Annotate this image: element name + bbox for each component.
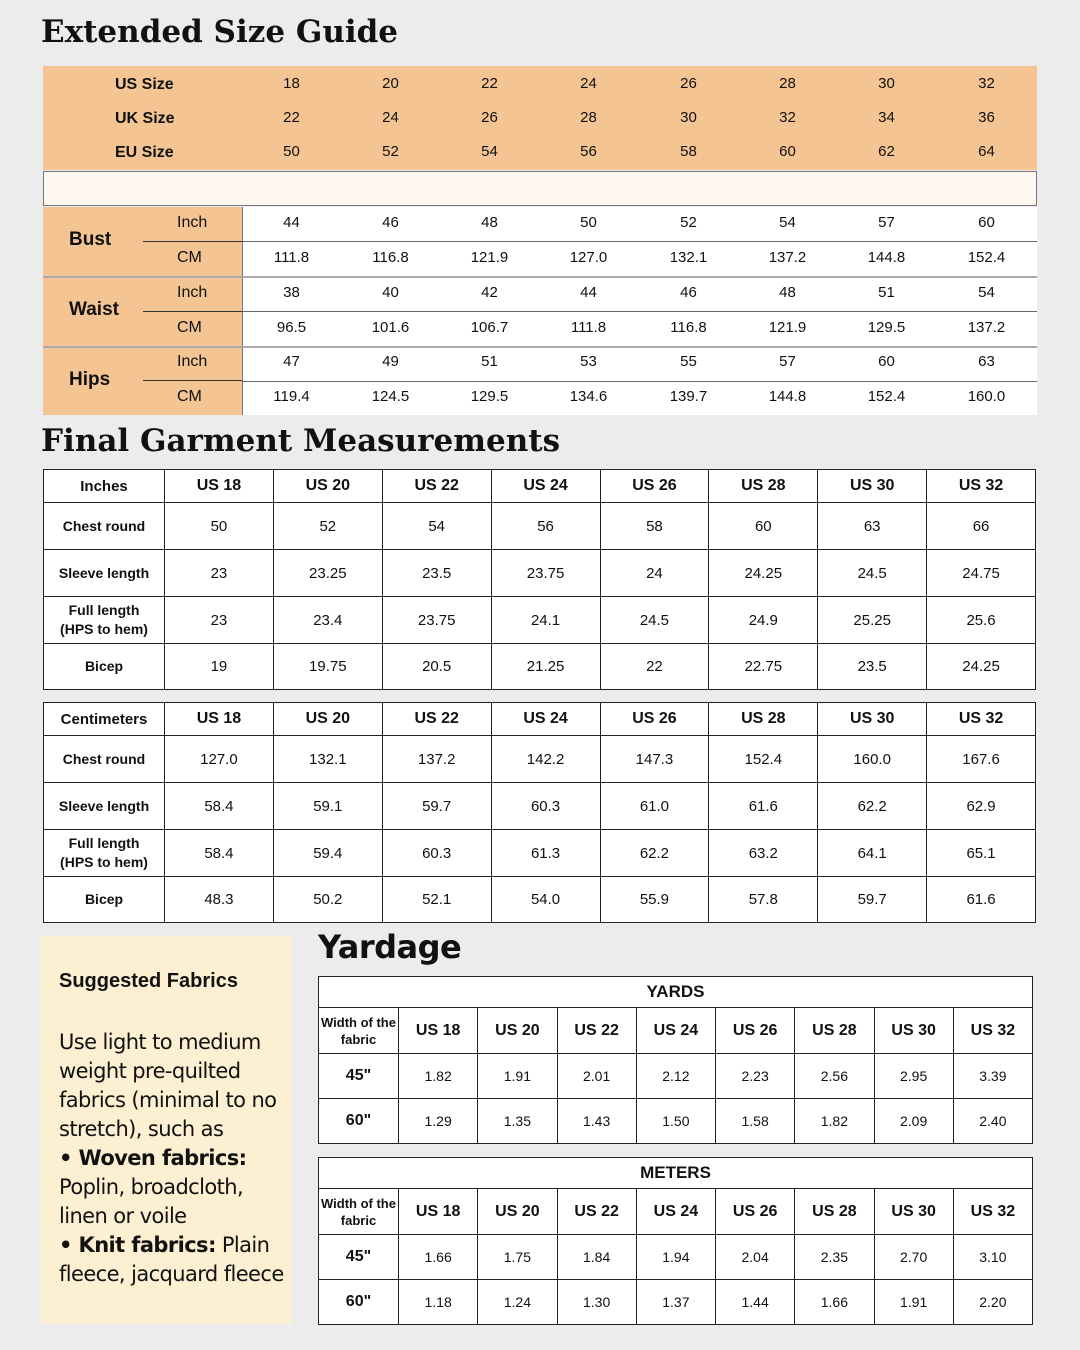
row-label-line2: (HPS to hem)	[60, 854, 148, 870]
row-label: EU Size	[115, 144, 174, 161]
measurement-name: Waist	[69, 299, 119, 320]
hips-inch-value: 49	[382, 353, 399, 370]
table-cell: 62.9	[927, 783, 1036, 830]
size-conversion-block	[43, 66, 1037, 170]
fabrics-intro: Use light to medium weight pre-quilted fabrics (minimal to no stretch), such as	[59, 1030, 277, 1141]
bust-inch-value: 52	[680, 214, 697, 231]
unit-label: CM	[177, 249, 202, 266]
table-cell: 65.1	[927, 830, 1036, 877]
waist-inch-value: 40	[382, 284, 399, 301]
row-label-line1: Full length	[68, 602, 140, 618]
table-cell: 24.25	[927, 644, 1036, 690]
header-cell: US 24	[491, 470, 600, 503]
bust-label-cell	[43, 207, 242, 276]
table-cell: 58.4	[165, 783, 274, 830]
waist-inch-value: 54	[978, 284, 995, 301]
size-value: 24	[580, 75, 597, 92]
size-value: 22	[283, 109, 300, 126]
size-value: 62	[878, 143, 895, 160]
hips-inch-value: 47	[283, 353, 300, 370]
header-cell: US 32	[953, 1189, 1032, 1235]
unit-divider	[143, 380, 242, 381]
row-label: Chest round	[44, 736, 165, 783]
table-cell: 137.2	[382, 736, 491, 783]
waist-cm-value: 111.8	[570, 319, 607, 336]
header-cell: US 28	[795, 1189, 874, 1235]
waist-inch-value: 46	[680, 284, 697, 301]
header-cell: US 30	[874, 1189, 953, 1235]
table-cell: 50.2	[273, 877, 382, 923]
width-label-line2: fabric	[340, 1212, 377, 1228]
table-cell: 54	[382, 503, 491, 550]
table-cell: 2.20	[953, 1280, 1032, 1325]
table-caption-row	[319, 977, 1033, 1008]
bust-cm-value: 144.8	[867, 249, 906, 266]
hips-inch-value: 57	[779, 353, 796, 370]
table-cell: 52.1	[382, 877, 491, 923]
size-guide-title: Extended Size Guide	[41, 14, 399, 50]
header-cell: US 24	[636, 1008, 715, 1054]
waist-cm-value: 106.7	[470, 319, 509, 336]
row-label: Bicep	[44, 644, 165, 690]
row-label: Sleeve length	[44, 783, 165, 830]
table-cell: 2.56	[795, 1054, 874, 1099]
size-value: 24	[382, 109, 399, 126]
header-cell: US 20	[273, 470, 382, 503]
header-cell: Centimeters	[44, 703, 165, 736]
waist-cm-value: 129.5	[867, 319, 906, 336]
row-label	[44, 830, 165, 877]
header-cell: US 18	[399, 1008, 478, 1054]
table-cell: 23	[165, 597, 274, 644]
header-cell: US 32	[953, 1008, 1032, 1054]
table-cell: 60.3	[382, 830, 491, 877]
hips-cm-value: 134.6	[569, 388, 608, 405]
table-cell: 1.50	[636, 1099, 715, 1144]
row-label-line2: (HPS to hem)	[60, 621, 148, 637]
table-cell: 23.5	[382, 550, 491, 597]
size-value: 18	[283, 75, 300, 92]
row-label	[44, 597, 165, 644]
table-cell: 58.4	[165, 830, 274, 877]
waist-inch-value: 38	[283, 284, 300, 301]
hips-inch-value: 53	[580, 353, 597, 370]
table-cell: 1.91	[478, 1054, 557, 1099]
hips-inch-value: 55	[680, 353, 697, 370]
size-value: 22	[481, 75, 498, 92]
measurement-name: Hips	[69, 369, 111, 390]
row-divider	[242, 241, 1037, 242]
table-cell: 3.39	[953, 1054, 1032, 1099]
table-caption: YARDS	[319, 977, 1033, 1008]
header-cell: US 22	[557, 1189, 636, 1235]
table-cell: 1.44	[716, 1280, 795, 1325]
table-cell: 142.2	[491, 736, 600, 783]
table-cell: 23.4	[273, 597, 382, 644]
table-cell: 59.4	[273, 830, 382, 877]
table-cell: 56	[491, 503, 600, 550]
table-cell: 24.5	[600, 597, 709, 644]
waist-cm-value: 137.2	[967, 319, 1006, 336]
table-cell: 54.0	[491, 877, 600, 923]
table-row	[319, 1235, 1033, 1280]
table-cell: 24.9	[709, 597, 818, 644]
waist-label-cell	[43, 277, 242, 346]
table-cell: 1.82	[795, 1099, 874, 1144]
size-value: 26	[481, 109, 498, 126]
size-value: 52	[382, 143, 399, 160]
table-cell: 160.0	[818, 736, 927, 783]
size-value: 28	[580, 109, 597, 126]
size-value: 32	[779, 109, 796, 126]
table-cell: 1.58	[716, 1099, 795, 1144]
waist-inch-value: 48	[779, 284, 796, 301]
waist-cm-value: 116.8	[670, 319, 707, 336]
header-cell: US 28	[709, 470, 818, 503]
bust-inch-value: 46	[382, 214, 399, 231]
header-cell: US 20	[273, 703, 382, 736]
table-cell: 1.66	[399, 1235, 478, 1280]
block-divider	[43, 346, 1037, 348]
hips-cm-value: 152.4	[867, 388, 906, 405]
garment-title: Final Garment Measurements	[41, 423, 561, 459]
bust-cm-value: 111.8	[273, 249, 310, 266]
yardage-meters-table	[318, 1157, 1033, 1325]
size-value: 50	[283, 143, 300, 160]
block-divider	[43, 276, 1037, 278]
row-label: Bicep	[44, 877, 165, 923]
yardage-title: Yardage	[318, 928, 462, 966]
woven-text: Poplin, broadcloth, linen or voile	[59, 1175, 244, 1228]
width-label-line1: Width of the	[321, 1014, 396, 1030]
table-cell: 2.12	[636, 1054, 715, 1099]
hips-inch-value: 60	[878, 353, 895, 370]
header-cell: US 18	[165, 703, 274, 736]
table-cell: 58	[600, 503, 709, 550]
row-label: 60"	[319, 1099, 399, 1144]
row-label: Chest round	[44, 503, 165, 550]
table-row	[319, 1099, 1033, 1144]
table-cell: 55.9	[600, 877, 709, 923]
table-cell: 152.4	[709, 736, 818, 783]
table-cell: 21.25	[491, 644, 600, 690]
uk-size-row	[43, 101, 1037, 135]
table-cell: 61.0	[600, 783, 709, 830]
row-label: UK Size	[115, 110, 175, 127]
table-cell: 1.30	[557, 1280, 636, 1325]
size-value: 32	[978, 75, 995, 92]
header-cell: US 20	[478, 1008, 557, 1054]
table-cell: 23	[165, 550, 274, 597]
table-cell: 59.7	[382, 783, 491, 830]
size-value: 54	[481, 143, 498, 160]
bust-inch-value: 50	[580, 214, 597, 231]
bust-cm-value: 121.9	[470, 249, 509, 266]
size-value: 20	[382, 75, 399, 92]
woven-label: • Woven fabrics:	[59, 1146, 247, 1170]
waist-cm-value: 121.9	[768, 319, 807, 336]
header-cell: US 26	[600, 470, 709, 503]
table-row	[44, 877, 1036, 923]
table-cell: 25.25	[818, 597, 927, 644]
knit-label: • Knit fabrics:	[59, 1233, 216, 1257]
size-value: 64	[978, 143, 995, 160]
table-cell: 2.95	[874, 1054, 953, 1099]
table-cell: 1.91	[874, 1280, 953, 1325]
table-cell: 63	[818, 503, 927, 550]
table-cell: 22	[600, 644, 709, 690]
table-cell: 2.01	[557, 1054, 636, 1099]
table-row	[319, 1280, 1033, 1325]
fabrics-description	[59, 1028, 289, 1289]
table-cell: 19	[165, 644, 274, 690]
row-label: Sleeve length	[44, 550, 165, 597]
table-header-row	[44, 703, 1036, 736]
header-cell: US 28	[709, 703, 818, 736]
table-row	[44, 503, 1036, 550]
unit-divider	[143, 311, 242, 312]
table-row	[44, 830, 1036, 877]
table-row	[44, 644, 1036, 690]
size-value: 36	[978, 109, 995, 126]
table-row	[44, 550, 1036, 597]
table-cell: 20.5	[382, 644, 491, 690]
header-cell: US 24	[491, 703, 600, 736]
hips-label-cell	[43, 347, 242, 415]
table-cell: 1.43	[557, 1099, 636, 1144]
table-cell: 24.5	[818, 550, 927, 597]
size-value: 26	[680, 75, 697, 92]
size-value: 34	[878, 109, 895, 126]
bust-inch-value: 54	[779, 214, 796, 231]
garment-inches-table	[43, 469, 1036, 690]
size-value: 58	[680, 143, 697, 160]
knit-text: Plain fleece, jacquard fleece	[59, 1233, 284, 1286]
table-cell: 19.75	[273, 644, 382, 690]
header-cell: US 26	[716, 1008, 795, 1054]
table-cell: 1.24	[478, 1280, 557, 1325]
table-cell: 57.8	[709, 877, 818, 923]
table-header-row	[319, 1189, 1033, 1235]
body-measurements-block	[43, 207, 1037, 415]
unit-label: CM	[177, 388, 202, 405]
row-divider	[242, 381, 1037, 382]
bust-cm-value: 132.1	[669, 249, 708, 266]
table-cell: 23.75	[491, 550, 600, 597]
table-row	[44, 597, 1036, 644]
bust-cm-value: 152.4	[967, 249, 1006, 266]
width-label	[319, 1189, 399, 1235]
size-value: 28	[779, 75, 796, 92]
table-cell: 3.10	[953, 1235, 1032, 1280]
table-cell: 1.82	[399, 1054, 478, 1099]
row-divider	[242, 311, 1037, 312]
table-cell: 61.6	[927, 877, 1036, 923]
table-cell: 1.66	[795, 1280, 874, 1325]
size-value: 60	[779, 143, 796, 160]
table-cell: 2.04	[716, 1235, 795, 1280]
table-cell: 24	[600, 550, 709, 597]
garment-centimeters-table	[43, 702, 1036, 923]
table-cell: 2.40	[953, 1099, 1032, 1144]
table-cell: 60	[709, 503, 818, 550]
table-cell: 66	[927, 503, 1036, 550]
measurement-name: Bust	[69, 229, 112, 250]
table-cell: 48.3	[165, 877, 274, 923]
hips-inch-value: 51	[481, 353, 498, 370]
table-cell: 24.1	[491, 597, 600, 644]
hips-cm-value: 124.5	[371, 388, 410, 405]
header-cell: US 18	[399, 1189, 478, 1235]
table-cell: 62.2	[818, 783, 927, 830]
table-caption-row	[319, 1158, 1033, 1189]
header-cell: US 22	[557, 1008, 636, 1054]
width-label-line1: Width of the	[321, 1195, 396, 1211]
table-cell: 1.75	[478, 1235, 557, 1280]
table-cell: 132.1	[273, 736, 382, 783]
unit-label: Inch	[177, 214, 208, 231]
waist-inch-value: 51	[878, 284, 895, 301]
table-cell: 127.0	[165, 736, 274, 783]
table-cell: 25.6	[927, 597, 1036, 644]
unit-label: CM	[177, 319, 202, 336]
width-label	[319, 1008, 399, 1054]
row-label: 45"	[319, 1054, 399, 1099]
table-cell: 1.84	[557, 1235, 636, 1280]
header-cell: US 22	[382, 470, 491, 503]
table-cell: 60.3	[491, 783, 600, 830]
us-size-row	[43, 66, 1037, 100]
table-cell: 2.35	[795, 1235, 874, 1280]
row-label-line1: Full length	[68, 835, 140, 851]
table-cell: 59.7	[818, 877, 927, 923]
size-value: 30	[878, 75, 895, 92]
header-cell: US 26	[716, 1189, 795, 1235]
table-cell: 2.70	[874, 1235, 953, 1280]
bust-cm-value: 116.8	[372, 249, 409, 266]
bust-inch-value: 44	[283, 214, 300, 231]
header-cell: US 20	[478, 1189, 557, 1235]
table-cell: 61.6	[709, 783, 818, 830]
header-cell: US 22	[382, 703, 491, 736]
suggested-fabrics-panel	[41, 936, 291, 1324]
table-cell: 22.75	[709, 644, 818, 690]
row-label: 60"	[319, 1280, 399, 1325]
table-cell: 23.25	[273, 550, 382, 597]
fabrics-title: Suggested Fabrics	[59, 970, 238, 992]
table-cell: 2.23	[716, 1054, 795, 1099]
eu-size-row	[43, 135, 1037, 169]
table-cell: 1.29	[399, 1099, 478, 1144]
table-cell: 2.09	[874, 1099, 953, 1144]
header-cell: US 28	[795, 1008, 874, 1054]
waist-inch-value: 44	[580, 284, 597, 301]
hips-cm-value: 119.4	[273, 388, 310, 405]
row-label: US Size	[115, 76, 174, 93]
table-cell: 1.18	[399, 1280, 478, 1325]
unit-label: Inch	[177, 284, 208, 301]
table-cell: 63.2	[709, 830, 818, 877]
table-cell: 147.3	[600, 736, 709, 783]
hips-inch-value: 63	[978, 353, 995, 370]
waist-cm-value: 96.5	[276, 319, 307, 336]
hips-cm-value: 160.0	[967, 388, 1006, 405]
table-row	[44, 783, 1036, 830]
bust-cm-value: 127.0	[569, 249, 608, 266]
bust-inch-value: 57	[878, 214, 895, 231]
table-header-row	[44, 470, 1036, 503]
table-cell: 62.2	[600, 830, 709, 877]
table-cell: 23.75	[382, 597, 491, 644]
table-row	[44, 736, 1036, 783]
width-label-line2: fabric	[340, 1031, 377, 1047]
table-cell: 167.6	[927, 736, 1036, 783]
table-cell: 24.25	[709, 550, 818, 597]
table-cell: 1.37	[636, 1280, 715, 1325]
divider-band	[43, 171, 1037, 206]
table-header-row	[319, 1008, 1033, 1054]
waist-inch-value: 42	[481, 284, 498, 301]
header-cell: US 26	[600, 703, 709, 736]
table-cell: 64.1	[818, 830, 927, 877]
header-cell: US 30	[818, 470, 927, 503]
hips-cm-value: 129.5	[470, 388, 509, 405]
header-cell: US 24	[636, 1189, 715, 1235]
row-label: 45"	[319, 1235, 399, 1280]
bust-cm-value: 137.2	[768, 249, 807, 266]
table-row	[319, 1054, 1033, 1099]
size-value: 56	[580, 143, 597, 160]
bust-inch-value: 60	[978, 214, 995, 231]
yardage-yards-table	[318, 976, 1033, 1144]
bust-inch-value: 48	[481, 214, 498, 231]
header-cell: US 32	[927, 703, 1036, 736]
table-cell: 50	[165, 503, 274, 550]
hips-cm-value: 144.8	[768, 388, 807, 405]
header-cell: US 30	[874, 1008, 953, 1054]
header-cell: US 32	[927, 470, 1036, 503]
table-caption: METERS	[319, 1158, 1033, 1189]
table-cell: 59.1	[273, 783, 382, 830]
header-cell: US 18	[165, 470, 274, 503]
unit-divider	[143, 241, 242, 242]
size-value: 30	[680, 109, 697, 126]
waist-cm-value: 101.6	[371, 319, 410, 336]
table-cell: 52	[273, 503, 382, 550]
unit-label: Inch	[177, 353, 208, 370]
table-cell: 1.35	[478, 1099, 557, 1144]
header-cell: US 30	[818, 703, 927, 736]
table-cell: 23.5	[818, 644, 927, 690]
table-cell: 1.94	[636, 1235, 715, 1280]
header-cell: Inches	[44, 470, 165, 503]
hips-cm-value: 139.7	[669, 388, 708, 405]
table-cell: 61.3	[491, 830, 600, 877]
table-cell: 24.75	[927, 550, 1036, 597]
